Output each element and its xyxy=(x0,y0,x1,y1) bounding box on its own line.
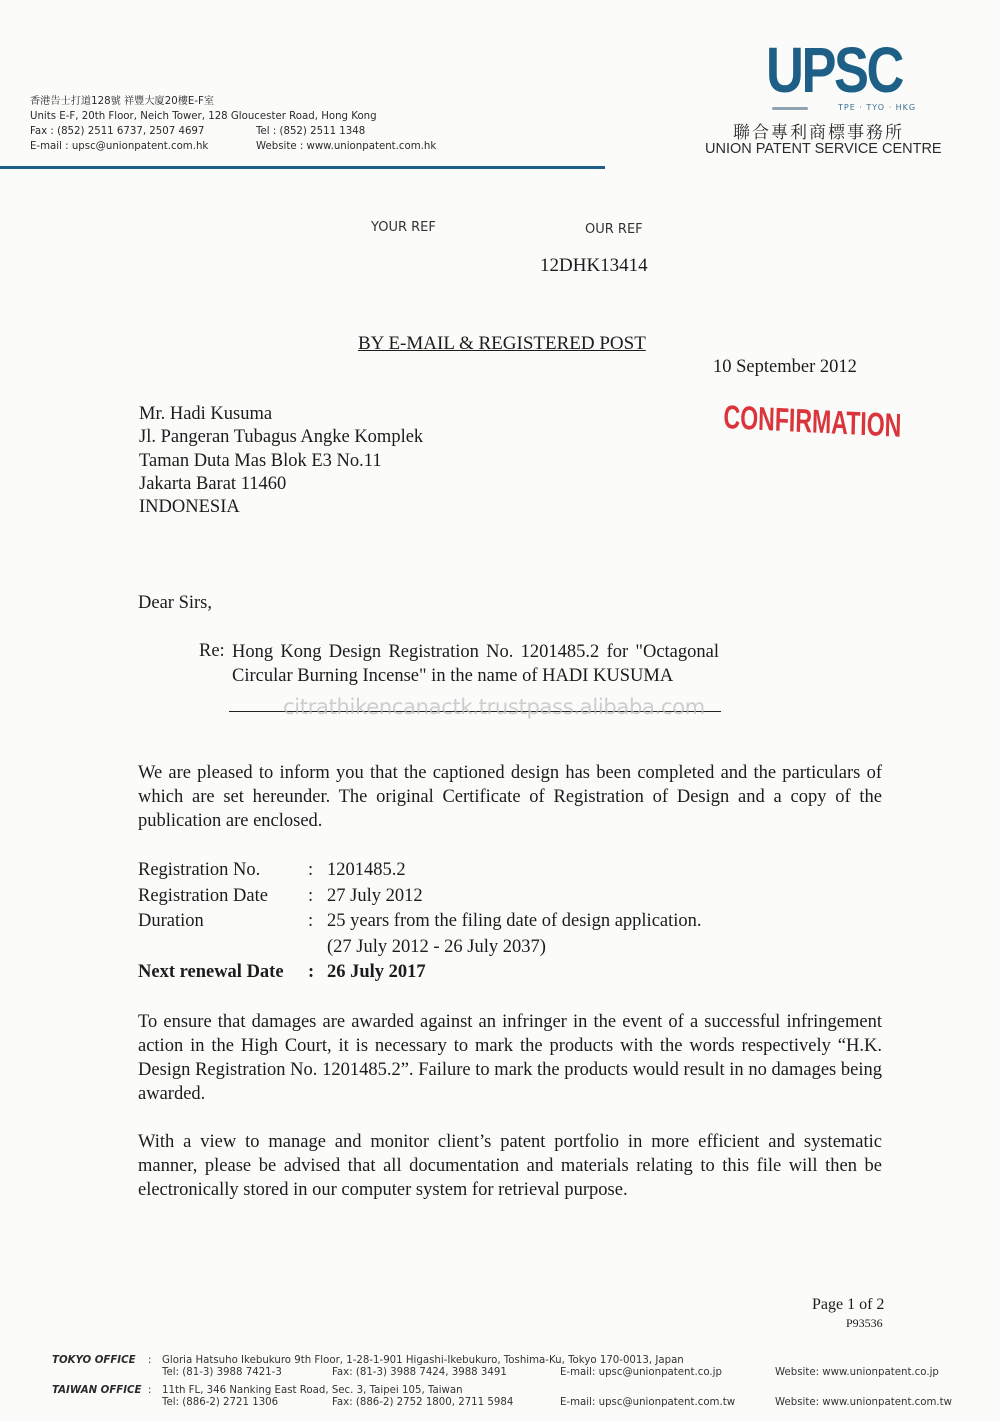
office-email: E-mail: upsc@unionpatent.com.tw xyxy=(560,1396,736,1408)
office-details xyxy=(162,1355,939,1380)
delivery-method: BY E-MAIL & REGISTERED POST xyxy=(358,333,646,354)
detail-label xyxy=(138,935,308,961)
detail-separator xyxy=(308,935,327,961)
header-divider xyxy=(0,166,605,169)
office-label: TAIWAN OFFICE xyxy=(52,1384,142,1396)
office-tel: Tel: (886-2) 2721 1306 xyxy=(162,1396,279,1408)
address-line: Jakarta Barat 11460 xyxy=(139,473,287,494)
office-email: E-mail: upsc@unionpatent.co.jp xyxy=(560,1367,722,1379)
your-ref-label: YOUR REF xyxy=(371,220,436,235)
detail-value: 1201485.2 xyxy=(327,860,406,880)
registration-details xyxy=(138,858,702,986)
detail-label: Registration No. xyxy=(138,860,261,880)
detail-label: Next renewal Date xyxy=(138,962,284,982)
logo-subtitle: TPE · TYO · HKG xyxy=(838,103,917,112)
our-ref-label: OUR REF xyxy=(585,222,643,237)
web-row xyxy=(30,139,436,154)
website: Website : www.unionpatent.com.hk xyxy=(256,141,437,152)
address-line: Jl. Pangeran Tubagus Angke Komplek xyxy=(139,427,424,448)
office-fax: Fax: (81-3) 3988 7424, 3988 3491 xyxy=(332,1367,507,1379)
firm-name-english: UNION PATENT SERVICE CENTRE xyxy=(705,141,942,157)
page-code: P93536 xyxy=(846,1316,883,1330)
our-ref-value: 12DHK13414 xyxy=(540,255,648,276)
firm-name-chinese: 聯合專利商標事務所 xyxy=(733,123,904,143)
address-country: INDONESIA xyxy=(139,497,240,518)
detail-separator: : xyxy=(308,911,314,931)
office-website: Website: www.unionpatent.co.jp xyxy=(775,1367,939,1379)
paragraph-intro: We are pleased to inform you that the captioned design has been completed and the particulars of which are set hereunder. The original Certificate of Registration of Design and a copy of the publication are enclosed. xyxy=(138,763,882,831)
office-colon: : xyxy=(148,1384,152,1396)
detail-value: 27 July 2012 xyxy=(327,885,423,906)
detail-separator: : xyxy=(308,962,315,982)
office-details xyxy=(162,1385,952,1410)
footer-offices xyxy=(52,1355,952,1414)
phone-row xyxy=(30,124,436,139)
office-taiwan xyxy=(52,1385,952,1410)
office-fax: Fax: (886-2) 2752 1800, 2711 5984 xyxy=(332,1396,514,1408)
logo-decoration xyxy=(772,107,808,110)
office-label: TOKYO OFFICE xyxy=(52,1355,136,1366)
recipient-name: Mr. Hadi Kusuma xyxy=(139,404,273,424)
email-address: E-mail : upsc@unionpatent.com.hk xyxy=(30,141,209,152)
detail-row-renewal xyxy=(138,960,702,986)
detail-separator: : xyxy=(308,860,314,880)
tel-number: Tel : (852) 2511 1348 xyxy=(256,126,366,137)
fax-number: Fax : (852) 2511 6737, 2507 4697 xyxy=(30,126,205,137)
office-contacts xyxy=(162,1397,952,1409)
office-address: Gloria Hatsuho Ikebukuro 9th Floor, 1-28-1-901 Higashi-Ikebukuro, Toshima-Ku, Tokyo 170-0013, Japan xyxy=(162,1355,684,1366)
office-tokyo xyxy=(52,1355,952,1380)
detail-separator: : xyxy=(308,885,314,906)
detail-label: Registration Date xyxy=(138,885,268,906)
detail-row xyxy=(138,909,702,935)
address-line: Taman Duta Mas Blok E3 No.11 xyxy=(139,450,382,471)
detail-value: 26 July 2017 xyxy=(327,962,426,982)
detail-row xyxy=(138,935,702,961)
office-tel: Tel: (81-3) 3988 7421-3 xyxy=(162,1367,282,1379)
detail-value: (27 July 2012 - 26 July 2037) xyxy=(327,936,546,957)
watermark: citrathikencanactk.trustpass.alibaba.com xyxy=(283,695,705,719)
letter-date: 10 September 2012 xyxy=(713,357,857,377)
recipient-address xyxy=(139,403,423,519)
office-colon: : xyxy=(148,1355,152,1366)
address-english: Units E-F, 20th Floor, Neich Tower, 128 Gloucester Road, Hong Kong xyxy=(30,111,377,122)
address-chinese: 香港告士打道128號 祥豐大廈20樓E-F室 xyxy=(30,96,215,107)
page-number: Page 1 of 2 xyxy=(812,1296,885,1313)
detail-row xyxy=(138,858,702,884)
office-address: 11th FL, 346 Nanking East Road, Sec. 3, Taipei 105, Taiwan xyxy=(162,1384,463,1396)
detail-row xyxy=(138,884,702,910)
detail-value: 25 years from the filing date of design application. xyxy=(327,911,702,931)
salutation: Dear Sirs, xyxy=(138,593,212,613)
office-contacts xyxy=(162,1367,939,1379)
subject-text: Hong Kong Design Registration No. 1201485.2 for "Octagonal Circular Burning Incense" in the name of HADI KUSUMA xyxy=(232,642,719,686)
letterhead-contact xyxy=(30,94,436,154)
detail-label: Duration xyxy=(138,911,204,931)
company-logo: UPSC xyxy=(766,34,902,106)
confirmation-stamp: CONFIRMATION xyxy=(723,398,902,444)
paragraph-marking: To ensure that damages are awarded against an infringer in the event of a successful infringement action in the High Court, it is necessary to mark the products with the words respectively “H.K. Design Registration No. 1201485.2”. Failure to mark the products would result in no damages being awarded. xyxy=(138,1012,882,1104)
paragraph-storage: With a view to manage and monitor client’s patent portfolio in more efficient and systematic manner, please be advised that all documentation and materials relating to this file will then be electronically stored in our computer system for retrieval purpose. xyxy=(138,1132,882,1200)
subject-label: Re: xyxy=(199,641,225,661)
office-website: Website: www.unionpatent.com.tw xyxy=(775,1396,952,1408)
